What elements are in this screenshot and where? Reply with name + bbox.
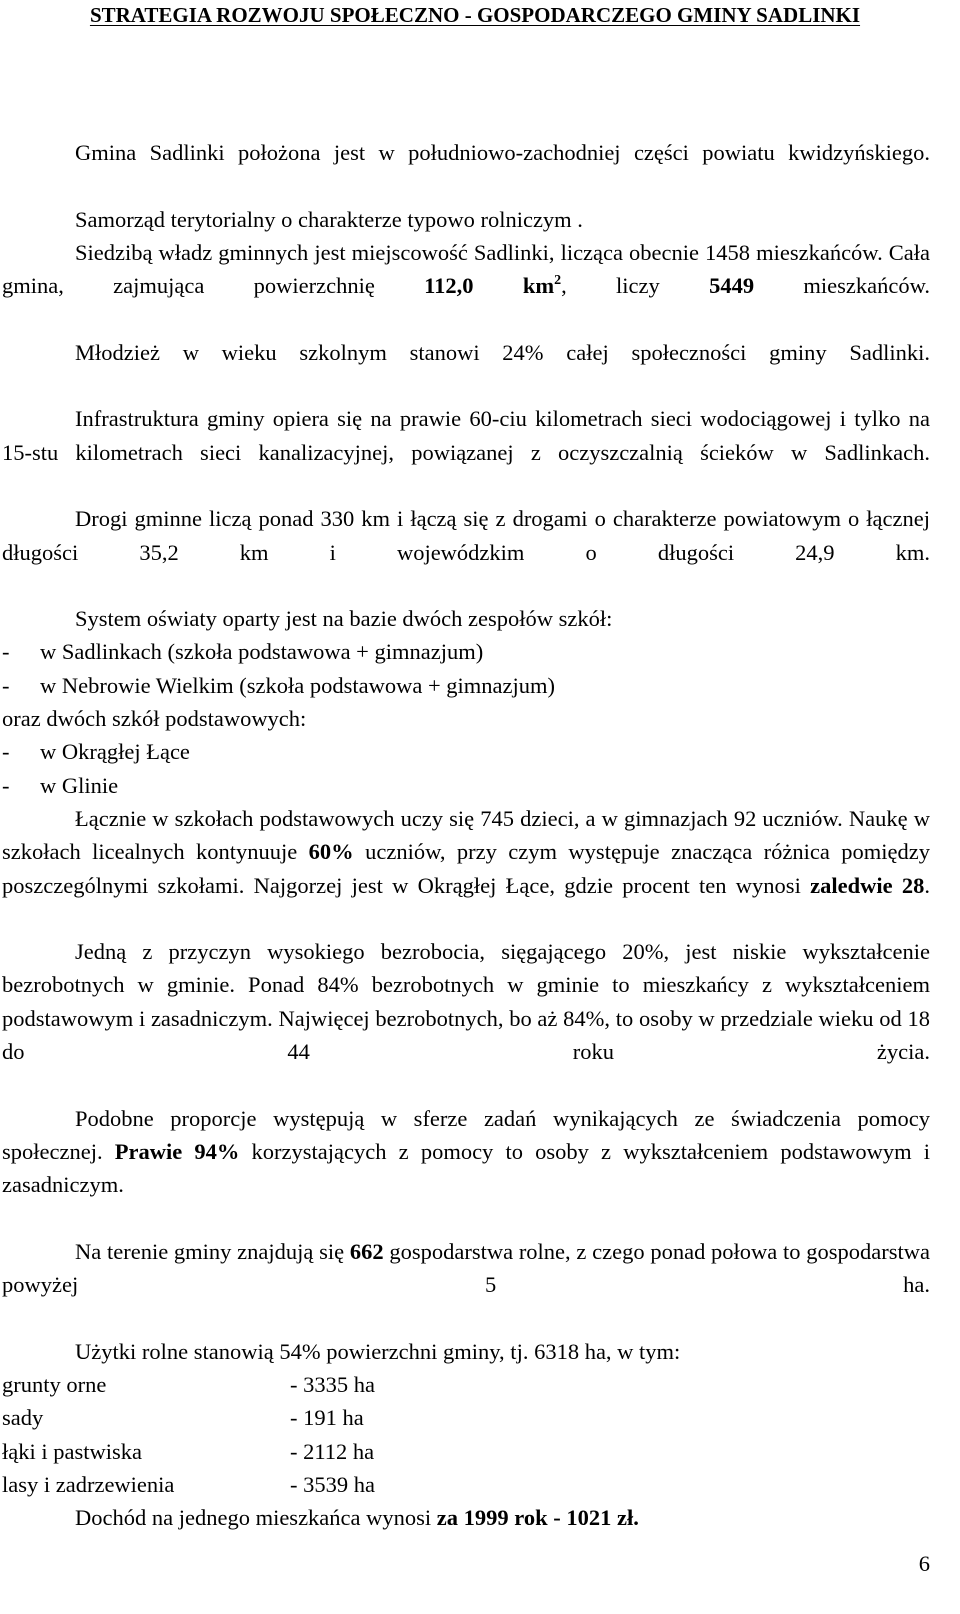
paragraph-social-aid: Podobne proporcje występują w sferze zadań wynikających ze świadczenia pomocy społecznej. Prawie 94% korzystających z pomocy to osoby z wykształceniem podstawowym i zasadniczym. [2,1105,930,1198]
paragraph-primary-schools: oraz dwóch szkół podstawowych: [2,706,307,732]
paragraph-agricultural-land: Użytki rolne stanowią 54% powierzchni gminy, tj. 6318 ha, w tym: [75,1338,681,1364]
social-aid-percent: Prawie 94% [114,1138,240,1164]
population-value: 5449 [709,273,755,299]
highschool-percent: 60% [308,839,354,865]
document-title: STRATEGIA ROZWOJU SPOŁECZNO - GOSPODARCZEGO GMINY SADLINKI [89,3,861,27]
paragraph-youth: Młodzież w wieku szkolnym stanowi 24% całej społeczności gminy Sadlinki. [75,339,930,365]
farms-count: 662 [349,1238,384,1264]
list-item: - w Sadlinkach (szkoła podstawowa + gimnazjum) [2,639,484,665]
land-use-row: łąki i pastwiska - 2112 ha [2,1438,375,1464]
land-use-row: lasy i zadrzewienia - 3539 ha [2,1471,375,1497]
list-item: - w Okrągłej Łące [2,739,190,765]
document-body [2,136,930,1534]
paragraph-students: Łącznie w szkołach podstawowych uczy się 745 dzieci, a w gimnazjach 92 uczniów. Naukę w szkołach licealnych kontynuuje 60% uczniów, przy czym występuje znacząca różnica pomiędzy poszczególnymi szkołami. Najgorzej jest w Okrągłej Łące, gdzie procent ten wynosi zaledwie 28. [2,805,931,898]
paragraph-infrastructure: Infrastruktura gminy opiera się na prawie 60-ciu kilometrach sieci wodociągowej i tylko na 15-stu kilometrach sieci kanalizacyjnej, powiązanej z oczyszczalnią ścieków w Sadlinkach. [2,406,930,465]
page-number: 6 [918,1551,930,1576]
area-value: 112,0 $km^2$ [424,273,562,299]
paragraph-income: Dochód na jednego mieszkańca wynosi za 1999 rok - 1021 zł. [75,1505,639,1531]
paragraph-unemployment: Jedną z przyczyn wysokiego bezrobocia, sięgającego 20%, jest niskie wykształcenie bezrobotnych w gminie. Ponad 84% bezrobotnych w gminie to mieszkańcy z wykształceniem podstawowym i zasadniczym. Najwięcej bezrobotnych, bo aż 84%, to osoby w przedziale wieku od 18 do 44 roku życia. [2,939,930,1065]
land-use-row: sady - 191 ha [2,1405,364,1431]
paragraph-farms: Na terenie gminy znajdują się 662 gospodarstwa rolne, z czego ponad połowa to gospodarstwa powyżej 5 ha. [2,1238,931,1298]
paragraph-roads: Drogi gminne liczą ponad 330 km i łączą się z drogami o charakterze powiatowym o łącznej długości 35,2 km i wojewódzkim o długości 24,9 km. [2,506,930,565]
paragraph-self-government: Samorząd terytorialny o charakterze typowo rolniczym . [75,206,583,232]
lowest-percent: zaledwie 28 [810,872,925,898]
land-use-row: grunty orne - 3335 ha [2,1371,375,1397]
document-header [0,0,950,32]
income-value: za 1999 rok - 1021 zł. [436,1505,639,1531]
list-item: - w Glinie [2,772,119,798]
paragraph-location: Gmina Sadlinki położona jest w południowo-zachodniej części powiatu kwidzyńskiego. [75,140,930,165]
paragraph-education: System oświaty oparty jest na bazie dwóch zespołów szkół: [75,606,613,632]
paragraph-seat: Siedzibą władz gminnych jest miejscowość Sadlinki, licząca obecnie 1458 mieszkańców. Cała gmina, zajmująca powierzchnię 112,0 $km^2$, liczy 5449 mieszkańców. [2,239,930,299]
list-item: - w Nebrowie Wielkim (szkoła podstawowa + gimnazjum) [2,672,555,698]
